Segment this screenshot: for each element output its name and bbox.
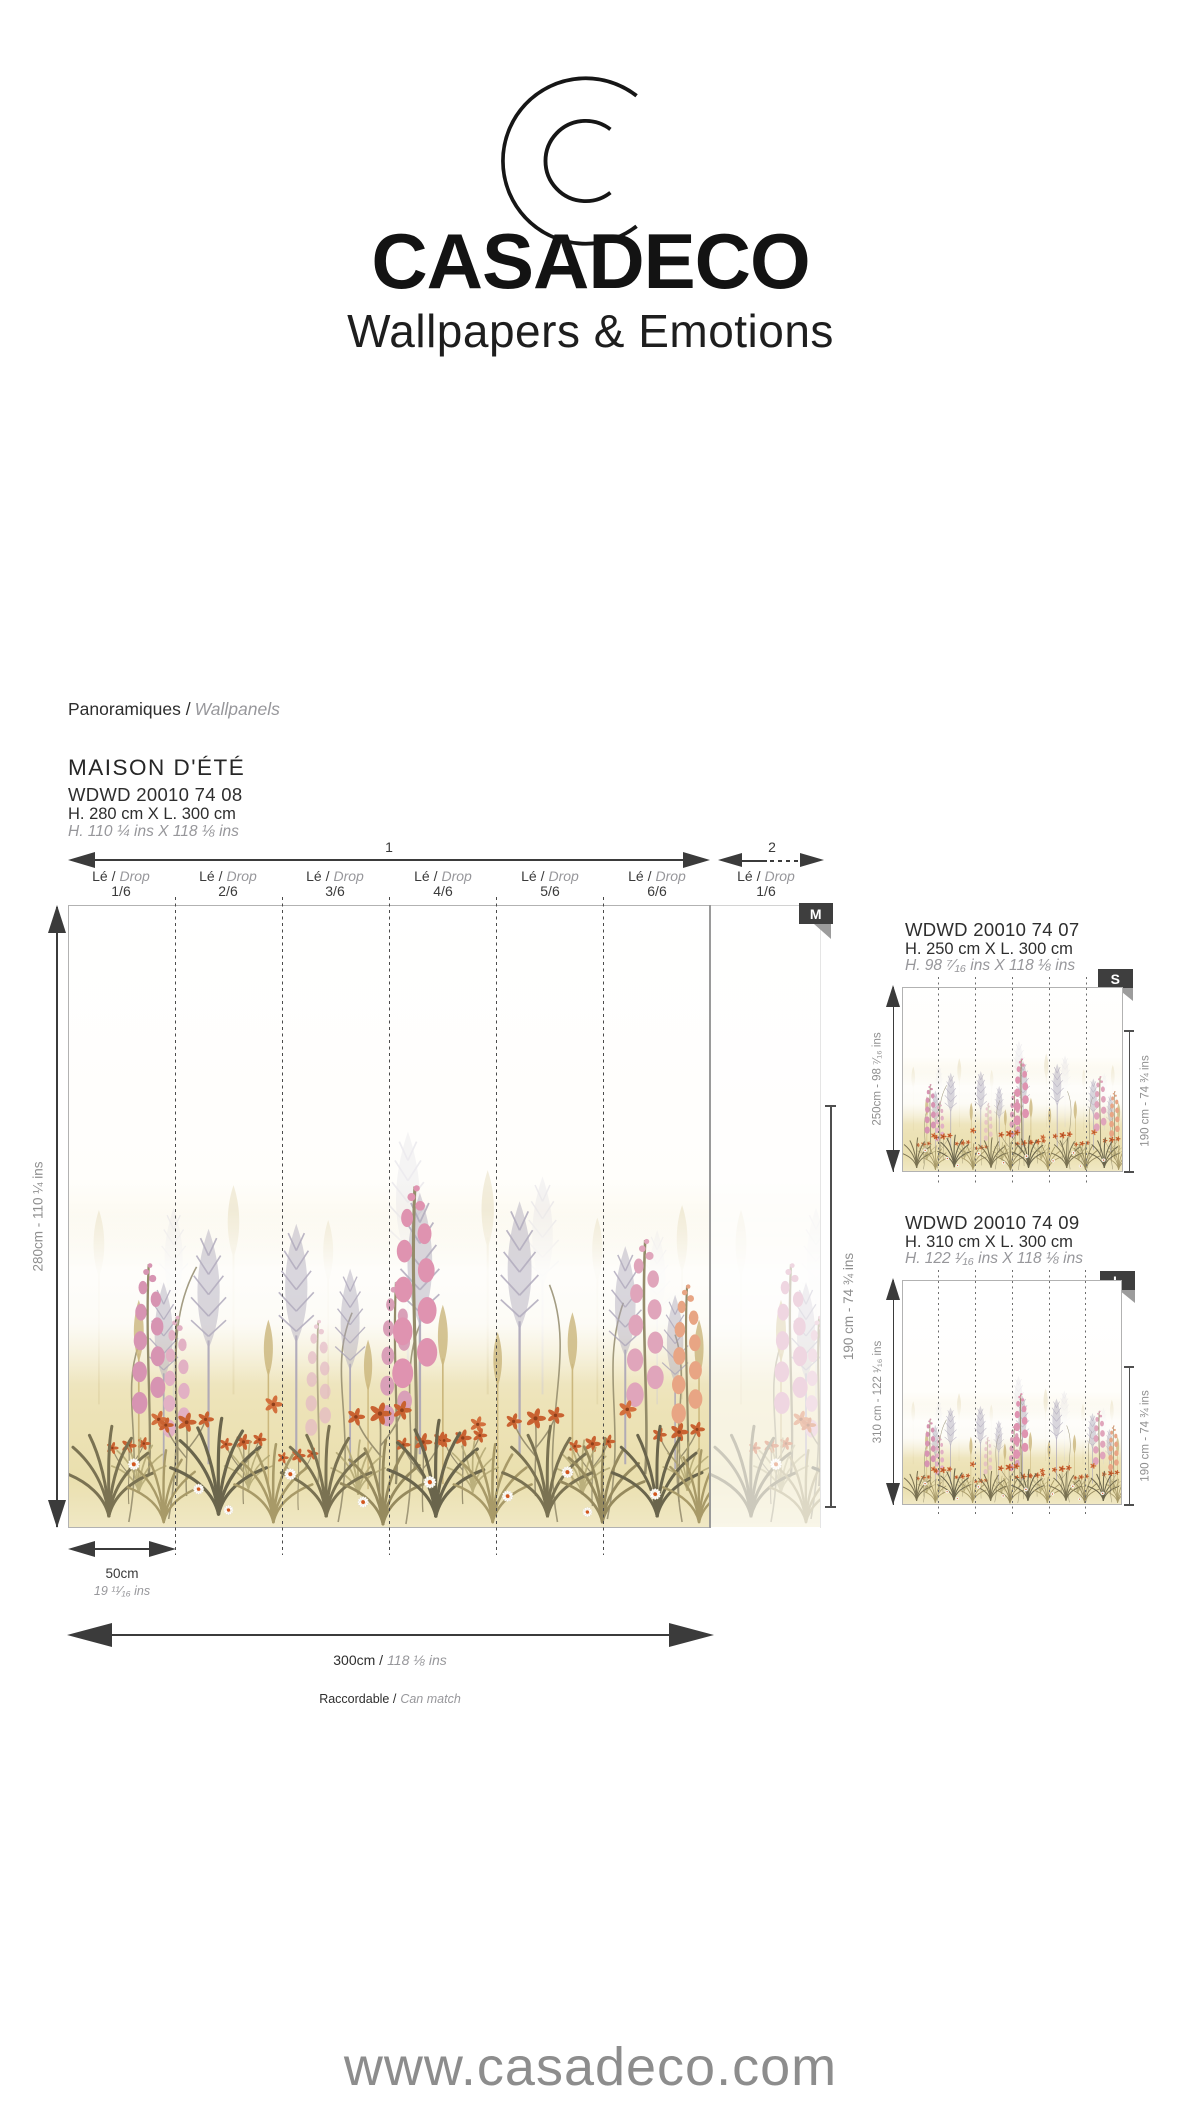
variant-l-size-cm: H. 310 cm X L. 300 cm xyxy=(905,1233,1073,1251)
panel1-number: 1 xyxy=(385,839,393,855)
category-line xyxy=(68,701,280,719)
arrowhead-right-icon xyxy=(149,1541,176,1557)
drop-label-4: Lé / Drop 4/6 xyxy=(391,869,495,898)
drop-fraction: 1/6 xyxy=(756,882,776,899)
arrowhead-down-icon xyxy=(48,1500,66,1528)
arrowhead-right-icon xyxy=(683,852,710,868)
badge-fold-icon xyxy=(814,924,831,939)
repeat-measure-line xyxy=(830,1106,832,1507)
total-width-label: 300cm / 118 ⅛ ins xyxy=(333,1652,447,1668)
size-badge-m: M xyxy=(799,903,833,924)
drop-divider-dotted xyxy=(1012,1270,1013,1516)
variant-s-ref: WDWD 20010 74 07 xyxy=(905,919,1080,940)
panel2-arrow-dash xyxy=(770,860,800,862)
panel2-number: 2 xyxy=(768,839,776,855)
total-width-arrow-line xyxy=(108,1634,672,1637)
category-en: Wallpanels xyxy=(194,699,280,719)
arrowhead-down-icon xyxy=(886,1483,900,1505)
brand-tagline: Wallpapers & Emotions xyxy=(347,305,834,357)
variant-s-size-cm: H. 250 cm X L. 300 cm xyxy=(905,940,1073,958)
drop-width-ins: 19 ¹¹⁄₁₆ ins xyxy=(93,1584,151,1598)
drop-width-cm: 50cm xyxy=(105,1566,139,1581)
variant-l-repeat-line xyxy=(1129,1367,1131,1505)
product-size-ins: H. 110 ¼ ins X 118 ⅛ ins xyxy=(68,823,239,840)
arrowhead-left-icon xyxy=(68,1541,95,1557)
drop-divider-dotted xyxy=(1085,1270,1086,1516)
drop-fraction: 6/6 xyxy=(647,882,667,899)
drop-divider-dashed xyxy=(603,897,604,1555)
drop-label-5: Lé / Drop 5/6 xyxy=(498,869,602,898)
variant-l-ref: WDWD 20010 74 09 xyxy=(905,1212,1080,1233)
arrowhead-left-icon xyxy=(68,852,95,868)
drop-fraction: 2/6 xyxy=(218,882,238,899)
drop-divider-dashed xyxy=(175,897,176,1555)
measure-cap xyxy=(1124,1171,1134,1173)
drop-label-1: Lé / Drop 1/6 xyxy=(69,869,173,898)
drop-fraction: 5/6 xyxy=(540,882,560,899)
drop-label-6: Lé / Drop 6/6 xyxy=(605,869,709,898)
category-fr: Panoramiques / xyxy=(68,699,191,719)
drop-divider-dashed xyxy=(496,897,497,1555)
drop-fraction: 1/6 xyxy=(111,882,131,899)
drop-divider-dashed xyxy=(282,897,283,1555)
arrowhead-left-icon xyxy=(718,853,742,867)
wallpaper-mural-slice xyxy=(711,906,821,1527)
variant-s-repeat-line xyxy=(1129,1031,1131,1172)
variant-l-height-line xyxy=(893,1280,895,1505)
drop-label-7: Lé / Drop 1/6 xyxy=(714,869,818,898)
variant-l-size-ins: H. 122 ¹⁄₁₆ ins X 118 ⅛ ins xyxy=(905,1250,1083,1267)
measure-cap xyxy=(1124,1504,1134,1506)
drop-divider-dotted xyxy=(938,977,939,1183)
variant-s-repeat-label: 190 cm - 74 ¾ ins xyxy=(1140,1055,1152,1147)
variant-s-height-label: 250cm - 98 ⁷⁄₁₆ ins xyxy=(872,1032,884,1126)
drop-fraction: 4/6 xyxy=(433,882,453,899)
product-name: MAISON D'ÉTÉ xyxy=(68,755,246,780)
product-size-cm: H. 280 cm X L. 300 cm xyxy=(68,805,236,823)
height-arrow-line xyxy=(56,907,58,1527)
variant-l-height-label: 310 cm - 122 ¹⁄₁₆ ins xyxy=(872,1340,885,1444)
variant-s-height-line xyxy=(893,987,895,1172)
drop-divider-dotted xyxy=(975,1270,976,1516)
drop-label-2: Lé / Drop 2/6 xyxy=(176,869,280,898)
measure-cap xyxy=(825,1506,836,1508)
drop-divider-dotted xyxy=(1012,977,1013,1183)
match-label: Raccordable / Can match xyxy=(319,1692,461,1706)
drop-divider-dotted xyxy=(938,1270,939,1516)
product-ref: WDWD 20010 74 08 xyxy=(68,784,243,805)
panel1-arrow-line xyxy=(92,859,686,861)
drop-divider-dotted xyxy=(1086,977,1087,1183)
panel2-arrow-line xyxy=(741,860,767,862)
drop-width-arrow-line xyxy=(92,1548,152,1550)
website-link[interactable]: www.casadeco.com xyxy=(343,2037,838,2097)
main-repeat-label: 190 cm - 74 ¾ ins xyxy=(841,1252,857,1360)
arrowhead-right-icon xyxy=(669,1623,714,1647)
drop-divider-dashed xyxy=(389,897,390,1555)
arrowhead-left-icon xyxy=(67,1623,112,1647)
arrowhead-down-icon xyxy=(886,1150,900,1172)
arrowhead-right-icon xyxy=(800,853,824,867)
variant-s-size-ins: H. 98 ⁷⁄₁₆ ins X 118 ⅛ ins xyxy=(905,957,1076,974)
drop-divider-dotted xyxy=(1049,977,1050,1183)
drop-fraction: 3/6 xyxy=(325,882,345,899)
main-height-label: 280cm - 110 ¼ ins xyxy=(30,1160,46,1272)
brand-name: CASADECO xyxy=(371,217,810,305)
drop-label-3: Lé / Drop 3/6 xyxy=(283,869,387,898)
next-panel-faded-preview xyxy=(711,905,821,1528)
drop-divider-dotted xyxy=(975,977,976,1183)
size-badge-s: S xyxy=(1098,969,1133,988)
variant-l-repeat-label: 190 cm - 74 ¾ ins xyxy=(1140,1390,1152,1482)
drop-divider-dotted xyxy=(1049,1270,1050,1516)
